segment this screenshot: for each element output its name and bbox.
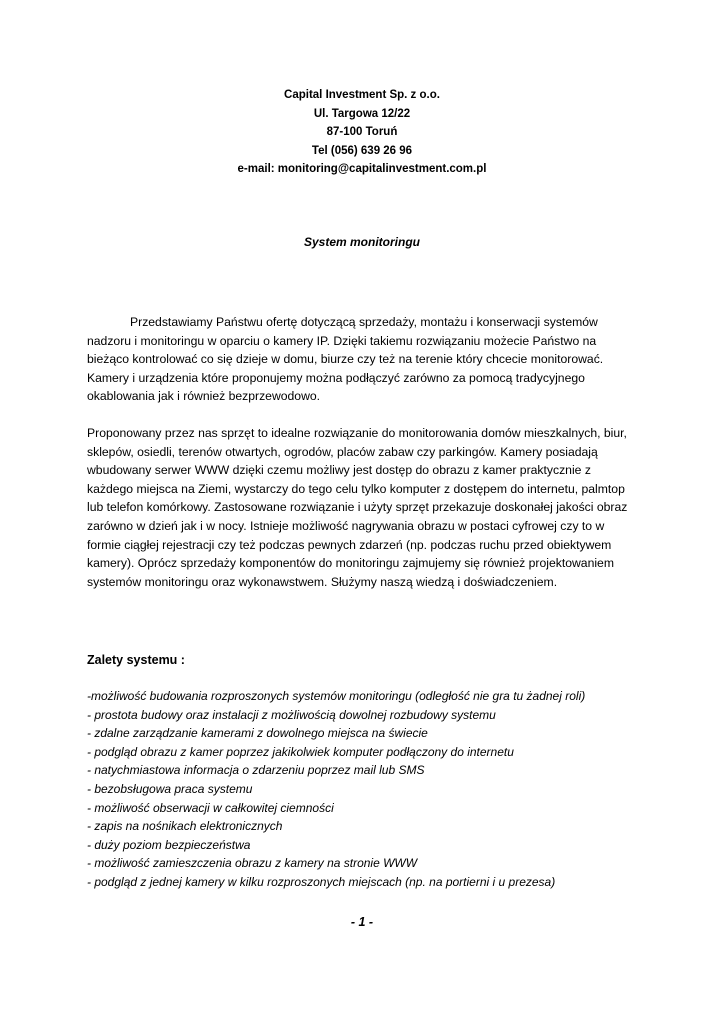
list-item: - prostota budowy oraz instalacji z możliwością dowolnej rozbudowy systemu [87,707,496,722]
company-phone: Tel (056) 639 26 96 [311,144,413,157]
paragraph-line: wbudowany serwer WWW dzięki czemu możliwy jest dostęp do obrazu z kamer praktycznie z [87,463,591,478]
company-street: Ul. Targowa 12/22 [313,107,411,120]
paragraph-line: systemów monitoringu oraz wykonawstwem. Służymy naszą wiedzą i doświadczeniem. [87,574,558,589]
list-item: - bezobsługowa praca systemu [87,781,253,796]
paragraph-line: Przedstawiamy Państwu ofertę dotyczącą sprzedaży, montażu i konserwacji systemów [130,315,598,329]
offer-paragraph [87,424,647,591]
list-item: - zapis na nośnikach elektronicznych [87,819,283,834]
list-item: - możliwość zamieszczenia obrazu z kamery na stronie WWW [87,856,418,871]
list-item: - natychmiastowa informacja o zdarzeniu poprzez mail lub SMS [87,763,425,778]
paragraph-line: zarówno w dzień jak i w nocy. Istnieje możliwość nagrywania obrazu w postaci cyfrowej czy to w [87,518,605,533]
paragraph-line: każdego miejsca na Ziemi, wystarczy do tego celu tylko komputer z dostępem do internetu, palmtop [87,481,625,496]
paragraph-line: formie ciągłej rejestracji czy też podczas pewnych zdarzeń (np. podczas ruchu przed obiektywem [87,537,612,552]
list-item: - duży poziom bezpieczeństwa [87,837,251,852]
list-item: -możliwość budowania rozproszonych systemów monitoringu (odległość nie gra tu żadnej roli) [87,689,586,703]
list-item: - zdalne zarządzanie kamerami z dowolnego miejsca na świecie [87,726,428,741]
advantages-heading: Zalety systemu : [87,653,185,667]
paragraph-line: lub telefon komórkowy. Zastosowane rozwiązanie i użyty sprzęt przekazuje doskonałej jakości obraz [87,500,628,515]
paragraph-line: Kamery i urządzenia które proponujemy można podłączyć zarówno za pomocą tradycyjnego [87,370,585,385]
company-city: 87-100 Toruń [326,126,398,138]
page-number: - 1 - [350,915,374,929]
company-email: e-mail: monitoring@capitalinvestment.com.pl [237,163,487,175]
list-item: - podgląd obrazu z kamer poprzez jakikolwiek komputer podłączony do internetu [87,744,514,759]
paragraph-line: Proponowany przez nas sprzęt to idealne rozwiązanie do monitorowania domów mieszkalnych, biur, [87,426,627,440]
paragraph-line: okablowania jak i również bezprzewodowo. [87,389,321,404]
paragraph-line: nadzoru i monitoringu w oparciu o kamery IP. Dzięki takiemu rozwiązaniu możecie Państwo na [87,333,597,348]
list-item: - możliwość obserwacji w całkowitej ciemności [87,800,334,815]
paragraph-line: bieżąco kontrolować co się dzieje w domu, biurze czy też na terenie który chcecie monitorować. [87,352,604,367]
paragraph-line: sklepów, osiedli, terenów otwartych, ogrodów, placów zabaw czy parkingów. Kamery posiadają [87,444,598,459]
document-title: System monitoringu [303,235,420,249]
paragraph-line: kamery). Oprócz sprzedaży komponentów do monitoringu zajmujemy się również projektowaniem [87,556,614,571]
company-name: Capital Investment Sp. z o.o. [284,89,440,101]
intro-paragraph [87,313,647,406]
advantages-list [87,687,687,892]
company-header [0,86,724,179]
list-item: - podgląd z jednej kamery w kilku rozproszonych miejscach (np. na portierni i u prezesa) [87,874,556,889]
